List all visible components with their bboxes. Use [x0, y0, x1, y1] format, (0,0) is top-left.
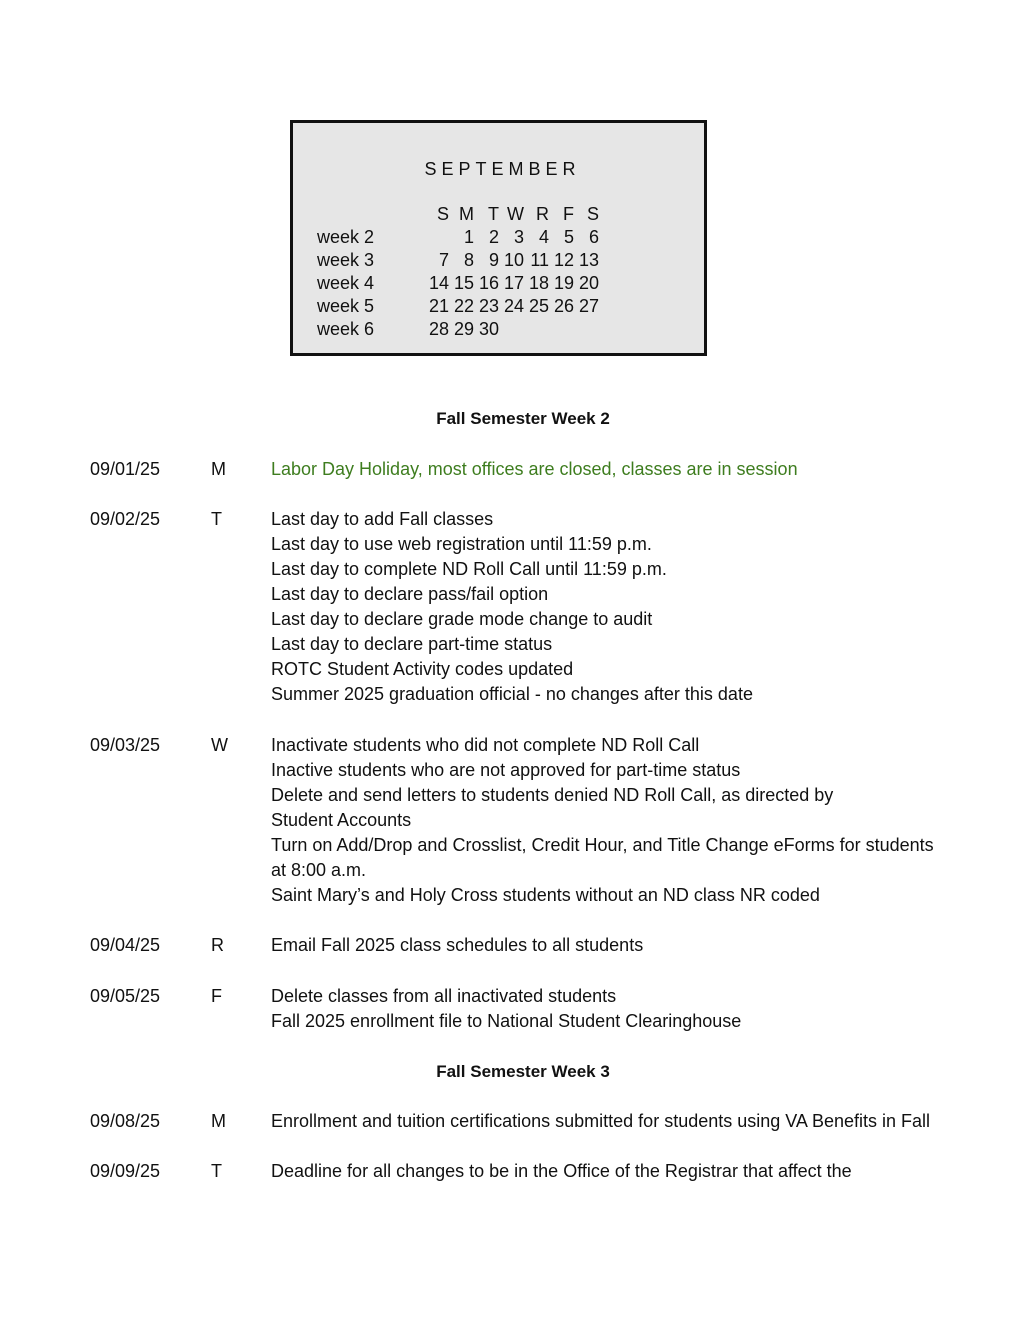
entry-line: ROTC Student Activity codes updated	[271, 659, 574, 679]
calendar-day: 29	[453, 319, 474, 339]
week-label: week 6	[317, 319, 375, 339]
calendar-day: 12	[553, 250, 574, 270]
entry-line: Last day to add Fall classes	[271, 509, 494, 529]
entry-line: Student Accounts	[271, 810, 412, 830]
calendar-day: 26	[553, 296, 574, 316]
entry-line: Enrollment and tuition certifications submitted for students using VA Benefits in Fall	[271, 1111, 931, 1131]
entry-line: Fall 2025 enrollment file to National Student Clearinghouse	[271, 1011, 742, 1031]
entry-line: Last day to use web registration until 11:59 p.m.	[271, 534, 652, 554]
calendar-day: 14	[428, 273, 449, 293]
calendar-day: 2	[488, 227, 499, 247]
entry-day: F	[211, 986, 222, 1006]
entry-date: 09/04/25	[90, 935, 161, 955]
weekday-header: S	[436, 204, 449, 224]
calendar-week-row	[293, 273, 704, 295]
entry-line: Delete classes from all inactivated students	[271, 986, 617, 1006]
calendar-day: 8	[463, 250, 474, 270]
calendar-week-row	[293, 227, 704, 249]
calendar-day: 11	[530, 250, 549, 270]
calendar-day: 3	[513, 227, 524, 247]
entry-line: Delete and send letters to students denied ND Roll Call, as directed by	[271, 785, 834, 805]
weekday-header: R	[536, 204, 549, 224]
calendar-day: 15	[453, 273, 474, 293]
entry-date: 09/01/25	[90, 459, 161, 479]
entry-date: 09/08/25	[90, 1111, 161, 1131]
calendar-day: 4	[538, 227, 549, 247]
calendar-day: 9	[488, 250, 499, 270]
entry-day: R	[211, 935, 224, 955]
calendar-day: 16	[478, 273, 499, 293]
calendar-week-row	[293, 319, 704, 341]
calendar-day: 21	[428, 296, 449, 316]
calendar-day: 10	[503, 250, 524, 270]
entry-date: 09/05/25	[90, 986, 161, 1006]
month-calendar	[290, 120, 707, 356]
calendar-week-row	[293, 250, 704, 272]
calendar-day: 23	[478, 296, 499, 316]
calendar-day: 6	[588, 227, 599, 247]
entry-day: T	[211, 509, 222, 529]
entry-line: Last day to declare part-time status	[271, 634, 553, 654]
section-title: Fall Semester Week 3	[436, 1062, 610, 1081]
calendar-day: 5	[563, 227, 574, 247]
entry-day: T	[211, 1161, 222, 1181]
entry-line: Last day to declare grade mode change to audit	[271, 609, 653, 629]
calendar-day: 27	[578, 296, 599, 316]
section-title: Fall Semester Week 2	[436, 409, 610, 428]
weekday-header: W	[507, 204, 524, 224]
calendar-day: 22	[453, 296, 474, 316]
week-label: week 5	[317, 296, 375, 316]
weekday-header: F	[563, 204, 574, 224]
week-label: week 2	[317, 227, 375, 247]
calendar-month-title: SEPTEMBER	[424, 159, 581, 179]
entry-line: at 8:00 a.m.	[271, 860, 367, 880]
entry-line: Labor Day Holiday, most offices are closed, classes are in session	[271, 459, 798, 479]
week-label: week 3	[317, 250, 375, 270]
entry-day: M	[211, 459, 226, 479]
entry-line: Email Fall 2025 class schedules to all students	[271, 935, 644, 955]
weekday-header: M	[459, 204, 474, 224]
entry-date: 09/02/25	[90, 509, 161, 529]
calendar-day: 28	[428, 319, 449, 339]
entry-day: M	[211, 1111, 226, 1131]
entry-line: Summer 2025 graduation official - no changes after this date	[271, 684, 753, 704]
entry-line: Inactivate students who did not complete ND Roll Call	[271, 735, 700, 755]
week-label: week 4	[317, 273, 375, 293]
calendar-day: 13	[578, 250, 599, 270]
calendar-day: 1	[463, 227, 474, 247]
calendar-week-row	[293, 296, 704, 318]
calendar-day: 19	[553, 273, 574, 293]
calendar-day: 18	[528, 273, 549, 293]
entry-line: Deadline for all changes to be in the Office of the Registrar that affect the	[271, 1161, 852, 1181]
entry-line: Inactive students who are not approved for part-time status	[271, 760, 741, 780]
calendar-day: 30	[478, 319, 499, 339]
entry-date: 09/03/25	[90, 735, 161, 755]
calendar-day: 24	[503, 296, 524, 316]
entry-date: 09/09/25	[90, 1161, 161, 1181]
weekday-header: T	[488, 204, 499, 224]
entry-line: Last day to complete ND Roll Call until 11:59 p.m.	[271, 559, 667, 579]
calendar-weekday-header-row	[293, 204, 704, 226]
weekday-header: S	[586, 204, 599, 224]
entry-line: Saint Mary’s and Holy Cross students without an ND class NR coded	[271, 885, 820, 905]
calendar-day: 7	[438, 250, 449, 270]
entry-day: W	[211, 735, 228, 755]
calendar-day: 25	[528, 296, 549, 316]
calendar-day: 20	[578, 273, 599, 293]
entry-line: Turn on Add/Drop and Crosslist, Credit Hour, and Title Change eForms for students	[271, 835, 934, 855]
entry-line: Last day to declare pass/fail option	[271, 584, 549, 604]
calendar-day: 17	[503, 273, 524, 293]
